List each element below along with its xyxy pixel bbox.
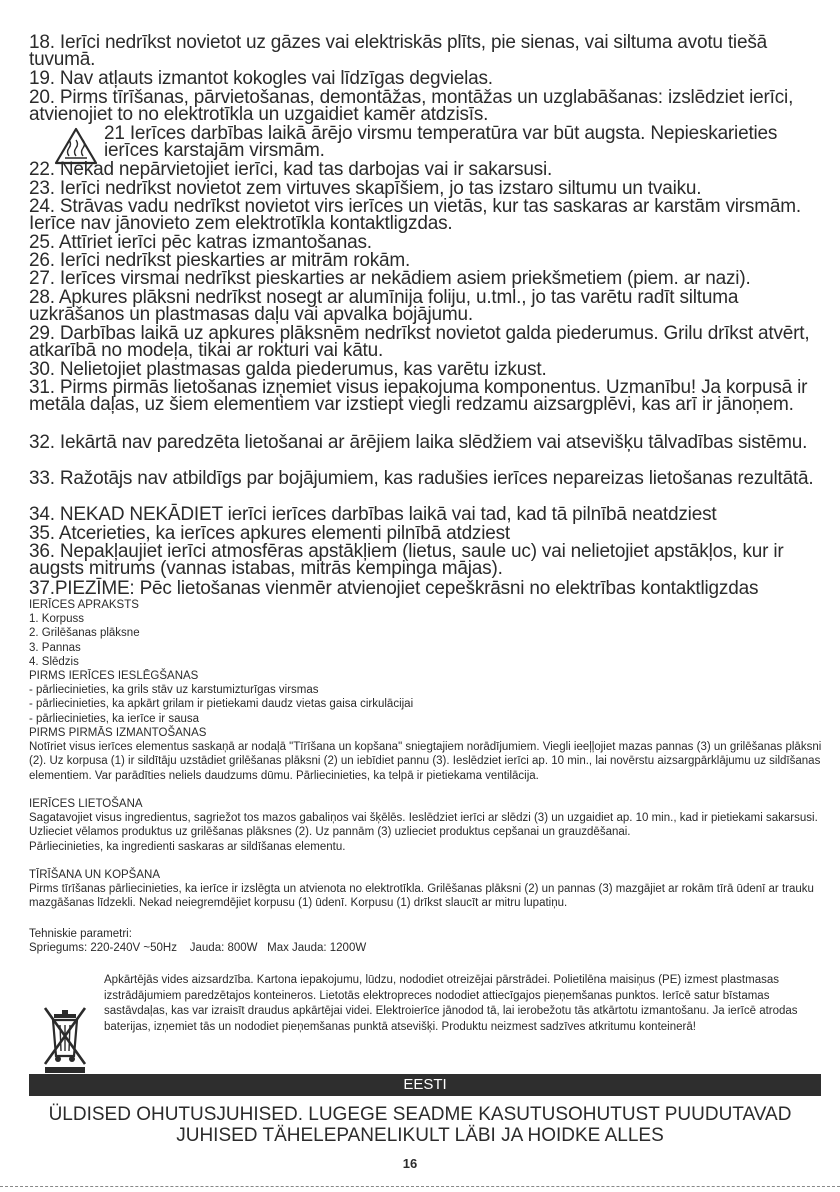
environment-text: Apkārtējās vides aizsardzība. Kartona iepakojumu, lūdzu, nododiet otreizējai pārstrādei. Polietilēna maisiņus (PE) izmest plastmasas izstrādājumiem paredzētajos konteineros. Lietotās elektropreces nododiet attiecīgajos pieņemšanas punktos. Ierīcē satur bīstamas sastāvdaļas, kas var izraisīt draudus apkārtējai videi. Elektroierīce jānodod tā, lai ierobežotu tās atkārtotu izmantošanu. Ja ierīcē atrodas baterijas, izņemiet tās un nododiet pieņemšanas punktā atsevišķi. Produktu neizmest sadzīves atkritumu konteinerā! (104, 974, 798, 1033)
first-use-section (29, 726, 829, 783)
usage-section (29, 797, 829, 854)
safety-item-25: 25. Attīriet ierīci pēc katras izmantošanas. (29, 232, 372, 253)
list-item: - pārliecinieties, ka grils stāv uz karstumizturīgas virsmas (29, 684, 319, 697)
section-title: IERĪCES LIETOŠANA (29, 798, 143, 810)
page-edge-line (0, 1186, 840, 1187)
tech-title: Tehniskie parametri: (29, 928, 132, 940)
safety-item-29: 29. Darbības laikā uz apkures plāksnēm nedrīkst novietot galda piederumus. Grilu drīkst atvērt, atkarībā no modeļa, tikai ar rokturi vai kātu. (29, 323, 810, 361)
safety-item-26: 26. Ierīci nedrīkst pieskarties ar mitrām rokām. (29, 250, 411, 271)
safety-item-35: 35. Atcerieties, ka ierīces apkures elementi pilnībā atdziest (29, 523, 511, 544)
list-item: 3. Pannas (29, 641, 81, 654)
safety-item-32: 32. Iekārtā nav paredzēta lietošanai ar ārējiem laika slēdžiem vai atsevišķu tālvadības sistēmu. (29, 432, 808, 453)
list-item: - pārliecinieties, ka apkārt grilam ir pietiekami daudz vietas gaisa cirkulācijai (29, 698, 414, 711)
list-item: - pārliecinieties, ka ierīce ir sausa (29, 712, 200, 725)
crossed-bin-icon (40, 1002, 90, 1074)
cleaning-section (29, 868, 829, 911)
safety-item-24: 24. Strāvas vadu nedrīkst novietot virs ierīces un vietās, kur tas saskaras ar karstām virsmām. Ierīce nav jānovieto zem elektrotīkla kontaktligzdas. (29, 196, 801, 234)
safety-item-19: 19. Nav atļauts izmantot kokogles vai līdzīgas degvielas. (29, 68, 493, 89)
tech-section (29, 927, 829, 955)
safety-item-30: 30. Nelietojiet plastmasas galda piederumus, kas varētu izkust. (29, 359, 547, 380)
safety-item-31: 31. Pirms pirmās lietošanas izņemiet visus iepakojuma komponentus. Uzmanību! Ja korpusā ir metāla daļas, uz šiem elementiem var izstiept viegli redzamu aizsargplēvi, kas arī ir jānoņem. (29, 377, 808, 415)
page-number: 16 (402, 1156, 418, 1171)
list-item: 2. Grilēšanas plāksne (29, 627, 140, 640)
description-section (29, 598, 829, 669)
section-title: TĪRĪŠANA UN KOPŠANA (29, 869, 161, 881)
section-text: Sagatavojiet visus ingredientus, sagriežot tos mazos gabaliņos vai šķēlēs. Ieslēdziet ierīci ar slēdzi (3) un uzgaidiet ap. 10 min., kad ir pietiekami sakarsusi. Uzlieciet vēlamos produktus uz grilēšanas plāksnes (2). Uz pannām (3) uzlieciet produktus cepšanai un grauzdēšanai. (29, 812, 818, 839)
safety-item-22: 22. Nekad nepārvietojiet ierīci, kad tas darbojas vai ir sakarsusi. (29, 159, 553, 180)
section-title: PIRMS PIRMĀS IZMANTOŠANAS (29, 727, 207, 739)
tech-line: Spriegums: 220-240V ~50Hz Jauda: 800W Max Jauda: 1200W (29, 942, 367, 955)
safety-item-34: 34. NEKAD NEKĀDIET ierīci ierīces darbības laikā vai tad, kad tā pilnībā neatdziest (29, 504, 717, 525)
list-item: 1. Korpuss (29, 613, 84, 626)
before-on-section (29, 669, 829, 726)
safety-item-23: 23. Ierīci nedrīkst novietot zem virtuves skapīšiem, jo tas izstaro siltumu un tvaiku. (29, 178, 702, 199)
safety-item-21: 21 Ierīces darbības laikā ārējo virsmu temperatūra var būt augsta. Nepieskarieties ierīces karstajām virsmām. (104, 123, 778, 161)
section-text: Pirms tīrīšanas pārliecinieties, ka ierīce ir izslēgta un atvienota no elektrotīkla. Grilēšanas plāksni (2) un pannas (3) mazgājiet ar rokām tīrā ūdenī ar trauku mazgāšanas līdzekli. Nekad neiegremdējiet korpusu (1) ūdenī. Korpusu (1) drīkst slaucīt ar mitru lupatiņu. (29, 883, 814, 910)
list-item: 4. Slēdzis (29, 655, 79, 668)
section-title: PIRMS IERĪCES IESLĒGŠANAS (29, 670, 199, 682)
language-bar: EESTI (29, 1074, 821, 1096)
environment-notice (104, 973, 834, 1035)
safety-item-33: 33. Ražotājs nav atbildīgs par bojājumiem, kas radušies ierīces nepareizas lietošanas rezultātā. (29, 468, 814, 489)
section-heading: ÜLDISED OHUTUSJUHISED. LUGEGE SEADME KASUTUSOHUTUST PUUDUTAVAD JUHISED TÄHELEPANELIKULT LÄBI JA HOIDKE ALLES (48, 1104, 792, 1146)
safety-item-37: 37.PIEZĪME: Pēc lietošanas vienmēr atvienojiet cepeškrāsni no elektrības kontaktligzdas (29, 578, 759, 599)
safety-item-28: 28. Apkures plāksni nedrīkst nosegt ar alumīnija foliju, u.tml., jo tas varētu radīt siltuma uzkrāšanos un plastmasas daļu vai apvalka bojājumu. (29, 287, 739, 325)
safety-item-20: 20. Pirms tīrīšanas, pārvietošanas, demontāžas, montāžas un uzglabāšanas: izslēdziet ierīci, atvienojiet to no elektrotīkla un uzgaidiet kamēr atdzisīs. (29, 87, 794, 125)
section-title: IERĪCES APRAKSTS (29, 599, 139, 611)
safety-item-36: 36. Nepakļaujiet ierīci atmosfēras apstākļiem (lietus, saule uc) vai nelietojiet apstākļos, kur ir augsts mitrums (vannas istabas, mitrās kempinga mājas). (29, 541, 784, 579)
safety-item-27: 27. Ierīces virsmai nedrīkst pieskarties ar nekādiem asiem priekšmetiem (piem. ar nazi). (29, 268, 751, 289)
safety-item-18: 18. Ierīci nedrīkst novietot uz gāzes vai elektriskās plīts, pie sienas, vai siltuma avotu tiešā tuvumā. (29, 32, 767, 70)
section-note: Pārliecinieties, ka ingredienti saskaras ar sildīšanas elementu. (29, 840, 346, 853)
section-text: Notīriet visus ierīces elementus saskaņā ar nodaļā "Tīrīšana un kopšana" sniegtajiem norādījumiem. Viegli ieeļļojiet mazas pannas (3) un grilēšanas plāksni (2). Uz korpusa (1) ir sildītāju uzstādiet grilēšanas plāksni (2) un iebīdiet pannu (3). Ieslēdziet ierīci ap. 10 min., lai novērstu aizsargpārklājumu uz sildīšanas elementiem. Var parādīties neliels daudzums dūmu. Pārliecinieties, ka telpā ir pietiekama ventilācija. (29, 741, 822, 782)
